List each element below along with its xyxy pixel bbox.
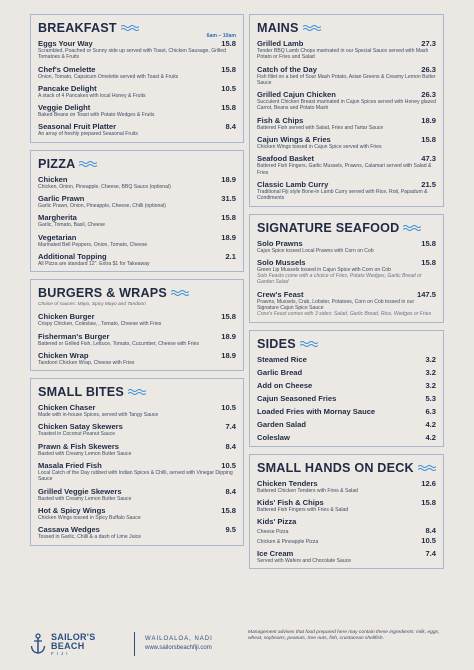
- menu-item: [257, 479, 436, 494]
- item-name: Solo Prawns: [257, 238, 303, 248]
- item-price: 15.8: [221, 312, 236, 322]
- wave-icon: [300, 340, 318, 348]
- item-description: Crispy Chicken, Coleslaw, , Tomato, Cheese with Fries: [38, 321, 162, 328]
- item-note: Crew's Feast comes with 3 sides: Salad, Garlic Bread, Rice, Wedges or Fries: [257, 311, 432, 318]
- item-name: Chicken: [38, 174, 68, 184]
- item-name: Grilled Cajun Chicken: [257, 90, 336, 100]
- logo: [30, 628, 120, 660]
- menu-item: [38, 39, 236, 61]
- item-price: 18.9: [221, 331, 236, 341]
- item-row: [38, 252, 236, 261]
- item-price: 47.3: [421, 154, 436, 164]
- item-price: 21.5: [421, 179, 436, 189]
- item-description: Green Lip Mussels tossed in Cajun Spice with Corn on Cob: [257, 266, 391, 273]
- item-price: 15.8: [421, 257, 436, 267]
- section-title: SMALL BITES: [38, 385, 124, 400]
- section-title: SIDES: [257, 336, 296, 351]
- menu-item: [38, 442, 236, 457]
- item-row: [257, 39, 436, 48]
- item-description: Scrambled, Poached or Sunny side up served with Toast, Chicken Sausage, Grilled Tomatoes & Fruits: [38, 48, 226, 61]
- anchor-icon: [30, 633, 46, 655]
- item-list: [38, 175, 236, 267]
- item-description: Basted with Creamy Lemon Butter Sauce: [38, 450, 132, 457]
- item-name: Fisherman's Burger: [38, 331, 110, 341]
- menu-item: [257, 394, 436, 403]
- item-price: 8.4: [225, 122, 236, 132]
- item-list: [38, 312, 236, 366]
- item-row: [257, 368, 436, 377]
- menu-item: [38, 506, 236, 521]
- item-name: Catch of the Day: [257, 64, 317, 74]
- sauce-note: Choice of sauces: Mayo, Spicy Mayo and Tandoori: [38, 302, 146, 308]
- section-title: SMALL HANDS ON DECK: [257, 460, 414, 475]
- menu-item: [257, 135, 436, 150]
- item-description: Chicken Wings tossed in Cajun Spice served with Fries: [257, 144, 382, 151]
- wave-icon: [79, 160, 97, 168]
- item-name: Prawn & Fish Skewers: [38, 441, 120, 451]
- item-row: [257, 258, 436, 267]
- small-hands-section: [249, 454, 444, 569]
- menu-item: [38, 252, 236, 267]
- item-list: [257, 479, 436, 514]
- item-price: 18.9: [421, 115, 436, 125]
- item-name: Chicken Satay Skewers: [38, 422, 123, 432]
- item-row: [257, 479, 436, 488]
- item-price: 15.8: [221, 39, 236, 48]
- menu-item: [257, 180, 436, 202]
- menu-item: [257, 549, 436, 564]
- item-name: Masala Fried Fish: [38, 461, 102, 471]
- item-row: [38, 103, 236, 112]
- menu-item: [38, 84, 236, 99]
- item-row: [38, 422, 236, 431]
- left-column: [30, 14, 244, 553]
- menu-item: [257, 239, 436, 254]
- item-list: [257, 39, 436, 202]
- menu-item: [257, 258, 436, 286]
- item-description: Made with in-house Spices, served with Tangy Sauce: [38, 412, 159, 419]
- menu-item: [38, 175, 236, 190]
- signature-seafood-section: [249, 214, 444, 323]
- item-row: [38, 39, 236, 48]
- menu-item: [38, 233, 236, 248]
- wave-icon: [121, 24, 139, 32]
- item-price: 7.4: [225, 422, 236, 432]
- wave-icon: [128, 388, 146, 396]
- menu-item: [257, 433, 436, 442]
- item-name: Add on Cheese: [257, 380, 313, 390]
- menu-item: [257, 290, 436, 318]
- item-price: 8.4: [225, 441, 236, 451]
- logo-line1: SAILOR'S: [51, 631, 96, 642]
- item-name: Chicken Burger: [38, 312, 95, 322]
- item-description: Traditional Fiji style Bone-in Lamb Curry served with Rice, Roti, Papadum & Condiments: [257, 188, 428, 202]
- item-price: 18.9: [221, 232, 236, 242]
- item-row: [257, 355, 436, 364]
- item-name: Ice Cream: [257, 548, 294, 558]
- item-description: All Pizza are standard 12". Extra $1 for Takeaway: [38, 260, 150, 267]
- item-row: [38, 525, 236, 534]
- item-name: Vegetarian: [38, 232, 77, 242]
- section-title: SIGNATURE SEAFOOD: [257, 220, 400, 235]
- logo-sub: FIJI: [51, 650, 71, 656]
- menu-item: [38, 103, 236, 118]
- divider: [134, 632, 135, 656]
- item-name: Loaded Fries with Mornay Sauce: [257, 406, 376, 416]
- item-description: Toasted in Coconut Peanut Sauce: [38, 431, 116, 438]
- website-link[interactable]: www.sailorsbeachfiji.com: [145, 645, 212, 651]
- item-name: Garlic Bread: [257, 367, 303, 377]
- menu-item: [257, 355, 436, 364]
- wave-icon: [403, 224, 421, 232]
- item-description: Tandoori Chicken Wrap, Cheese with Fries: [38, 359, 135, 366]
- item-row: [257, 290, 436, 299]
- item-name: Coleslaw: [257, 432, 290, 442]
- item-row: [257, 381, 436, 390]
- item-name: Solo Mussels: [257, 257, 306, 267]
- allergen-disclaimer: Management advises that food prepared here may contain these ingredients: milk, eggs, wheat, soybeans, peanuts, tree nuts, fish, crustacean shellfish.: [248, 630, 440, 642]
- menu-item: [257, 407, 436, 416]
- item-price: 3.2: [425, 367, 436, 377]
- sides-section: [249, 330, 444, 447]
- item-price: 31.5: [221, 194, 236, 204]
- item-name: Veggie Delight: [38, 103, 91, 113]
- menu-item: [38, 65, 236, 80]
- menu-item: [38, 194, 236, 209]
- item-price: 3.2: [425, 380, 436, 390]
- menu-item: [257, 39, 436, 61]
- menu-item: [38, 213, 236, 228]
- menu-item: [257, 420, 436, 429]
- item-row: [38, 175, 236, 184]
- item-price: 10.5: [421, 535, 436, 545]
- address: WAILOALOA, NADI: [145, 636, 213, 642]
- item-description: Battered Fish Fingers with Fries & Salad: [257, 506, 349, 513]
- item-price: 5.3: [425, 393, 436, 403]
- item-row: [38, 351, 236, 360]
- item-price: 18.9: [221, 350, 236, 360]
- item-description: Tossed in Garlic, Chilli & a dash of Lime Juice: [38, 534, 142, 541]
- item-price: 4.2: [425, 432, 436, 442]
- small-bites-section: [30, 378, 244, 545]
- breakfast-section: [30, 14, 244, 143]
- option-label: Chicken & Pineapple Pizza: [257, 538, 319, 545]
- item-name: Crew's Feast: [257, 289, 304, 299]
- pizza-section: [30, 150, 244, 272]
- item-name: Chicken Chaser: [38, 403, 96, 413]
- menu-item: [257, 116, 436, 131]
- item-price: 15.8: [221, 103, 236, 113]
- item-description: Tender BBQ Lamb Chops marinated in our Special Sauce served with Mash Potato or Fries and Salad: [257, 48, 429, 61]
- item-row: [38, 332, 236, 341]
- item-description: Prawns, Mussels, Crab, Lobster, Potatoes, Corn on Cob tossed in our Signature Cajun Spice Sauce: [257, 298, 415, 312]
- item-row: [257, 407, 436, 416]
- item-name: Seasonal Fruit Platter: [38, 122, 117, 132]
- menu-item: [257, 381, 436, 390]
- item-name: Grilled Veggie Skewers: [38, 486, 122, 496]
- item-name: Margherita: [38, 213, 77, 223]
- item-description: Baked Beans on Toast with Potato Wedges & Fruits: [38, 112, 155, 119]
- item-name: Additional Topping: [38, 251, 107, 261]
- item-price: 12.6: [421, 478, 436, 488]
- item-name: Garden Salad: [257, 419, 306, 429]
- item-row: [38, 213, 236, 222]
- burgers-section: [30, 279, 244, 371]
- section-title: MAINS: [257, 21, 299, 35]
- item-name: Kids' Fish & Chips: [257, 497, 324, 507]
- item-name: Garlic Prawn: [38, 194, 85, 204]
- item-description: Onion, Tomato, Capsicum Omelette served with Toast & Fruits: [38, 73, 179, 80]
- item-description: An array of freshly prepared Seasonal Fruits: [38, 131, 138, 138]
- section-title: PIZZA: [38, 156, 76, 171]
- item-row: [38, 461, 236, 470]
- item-name: Fish & Chips: [257, 115, 304, 125]
- item-name: Hot & Spicy Wings: [38, 505, 106, 515]
- item-description: Battered Chicken Tenders with Fries & Salad: [257, 487, 358, 494]
- item-row: [257, 239, 436, 248]
- item-description: Served with Wafers and Chocolate Sauce: [257, 557, 352, 564]
- item-row: [38, 487, 236, 496]
- item-description: Basted with Creamy Lemon Butter Sauce: [38, 495, 132, 502]
- item-row: [38, 194, 236, 203]
- item-row: [38, 506, 236, 515]
- item-name: Chef's Omelette: [38, 64, 96, 74]
- wave-icon: [303, 24, 321, 32]
- item-list: [38, 403, 236, 540]
- item-name: Grilled Lamb: [257, 39, 304, 48]
- item-description: Battered Fish Fingers, Garlic Mussels, Prawns, Calamari served with Salad & Fries: [257, 163, 432, 176]
- item-price: 27.3: [421, 39, 436, 48]
- item-price: 15.8: [421, 135, 436, 145]
- menu-item: [257, 65, 436, 87]
- item-description: Succulent Chicken Breast marinated in Cajun Spices served with Honey glazed Carrot, Beans and Potato Mash: [257, 99, 436, 112]
- wave-icon: [418, 464, 436, 472]
- item-row: [257, 65, 436, 74]
- item-name: Chicken Wrap: [38, 350, 89, 360]
- item-price: 7.4: [425, 548, 436, 558]
- item-description: Fish fillet on a bed of Sour Mash Potato, Asian Greens & Creamy Lemon Butter Sauce: [257, 73, 436, 86]
- item-name: Eggs Your Way: [38, 39, 93, 48]
- menu-item: [257, 368, 436, 377]
- wave-icon: [171, 289, 189, 297]
- item-price: 2.1: [225, 251, 236, 261]
- item-row: [257, 135, 436, 144]
- item-name: Chicken Tenders: [257, 478, 318, 488]
- item-row: [38, 122, 236, 131]
- item-row: [257, 90, 436, 99]
- item-description: Battered or Grilled Fish, Lettuce, Tomato, Cucumber, Cheese with Fries: [38, 340, 199, 347]
- item-price: 147.5: [416, 289, 436, 299]
- item-list: [257, 355, 436, 442]
- menu-item: [38, 422, 236, 437]
- menu-item: [38, 525, 236, 540]
- breakfast-time: 6am – 10am: [206, 33, 236, 39]
- item-row: [257, 116, 436, 125]
- item-description: Garlic Prawn, Onion, Pineapple, Cheese, Chilli (optional): [38, 203, 166, 210]
- item-description: Cajun Spice tossed Local Prawns with Corn on Cob: [257, 247, 374, 254]
- item-description: Local Catch of the Day rubbed with Indian Spices & Chilli, served with Vinegar Dipping Sauce: [38, 470, 233, 483]
- section-title: BREAKFAST: [38, 21, 117, 35]
- item-description: Chicken, Onion, Pineapple, Cheese, BBQ Sauce (optional): [38, 183, 171, 190]
- menu-item: [257, 498, 436, 513]
- item-price: 18.9: [221, 174, 236, 184]
- menu-item: [257, 517, 436, 545]
- logo-line2: BEACH: [51, 640, 85, 651]
- item-price: 26.3: [421, 90, 436, 100]
- item-name: Cassava Wedges: [38, 525, 100, 535]
- menu-item: [38, 403, 236, 418]
- option-label: Cheese Pizza: [257, 529, 289, 536]
- item-price: 3.2: [425, 354, 436, 364]
- item-name: Seafood Basket: [257, 154, 314, 164]
- item-row: [257, 154, 436, 163]
- item-price: 15.8: [421, 238, 436, 248]
- item-price: 6.3: [425, 406, 436, 416]
- item-name: Kids' Pizza: [257, 517, 297, 527]
- item-name: Cajun Seasoned Fries: [257, 393, 337, 403]
- item-price: 9.5: [225, 525, 236, 535]
- footer: [30, 626, 444, 662]
- menu-item: [38, 461, 236, 483]
- menu-item: [257, 154, 436, 176]
- item-name: Cajun Wings & Fries: [257, 135, 331, 145]
- item-row: [257, 420, 436, 429]
- item-list: [38, 39, 236, 138]
- item-row: [38, 84, 236, 93]
- item-name: Steamed Rice: [257, 354, 307, 364]
- item-price: 8.4: [225, 486, 236, 496]
- section-title: BURGERS & WRAPS: [38, 286, 167, 301]
- item-description: A stack of 4 Pancakes with local Honey & Fruits: [38, 92, 146, 99]
- menu-item: [38, 312, 236, 327]
- item-row: [257, 498, 436, 507]
- item-note: Solo Feasts come with a choice of Fries, Potato Wedges, Garlic Bread or Garden Salad: [257, 273, 422, 286]
- item-price: 15.8: [221, 64, 236, 74]
- item-description: Marinated Bell Peppers, Onion, Tomato, Cheese: [38, 241, 148, 248]
- item-row: [38, 442, 236, 451]
- item-list: [257, 239, 436, 318]
- menu-item: [38, 487, 236, 502]
- item-price: 15.8: [421, 497, 436, 507]
- item-price: 8.4: [425, 526, 436, 536]
- item-row: [257, 394, 436, 403]
- item-row: [257, 433, 436, 442]
- item-price: 26.3: [421, 64, 436, 74]
- right-column: [249, 14, 444, 576]
- item-description: Garlic, Tomato, Basil, Cheese: [38, 222, 106, 229]
- item-row: [38, 403, 236, 412]
- menu-item: [38, 332, 236, 347]
- item-name: Classic Lamb Curry: [257, 179, 329, 189]
- item-price: 4.2: [425, 419, 436, 429]
- item-price: 10.5: [221, 403, 236, 413]
- item-row: [257, 180, 436, 189]
- item-row: [38, 65, 236, 74]
- mains-section: [249, 14, 444, 207]
- item-row: [38, 312, 236, 321]
- menu-item: [38, 122, 236, 137]
- menu-item: [257, 90, 436, 112]
- item-description: Battered Fish served with Salad, Fries and Tartar Sauce: [257, 124, 384, 131]
- item-price: 10.5: [221, 83, 236, 93]
- item-row: [38, 233, 236, 242]
- item-price: 15.8: [221, 213, 236, 223]
- item-price: 10.5: [221, 461, 236, 471]
- menu-item: [38, 351, 236, 366]
- item-description: Chicken Wings tossed in Spicy Buffalo Sauce: [38, 514, 141, 521]
- item-name: Pancake Delight: [38, 83, 97, 93]
- item-price: 15.8: [221, 505, 236, 515]
